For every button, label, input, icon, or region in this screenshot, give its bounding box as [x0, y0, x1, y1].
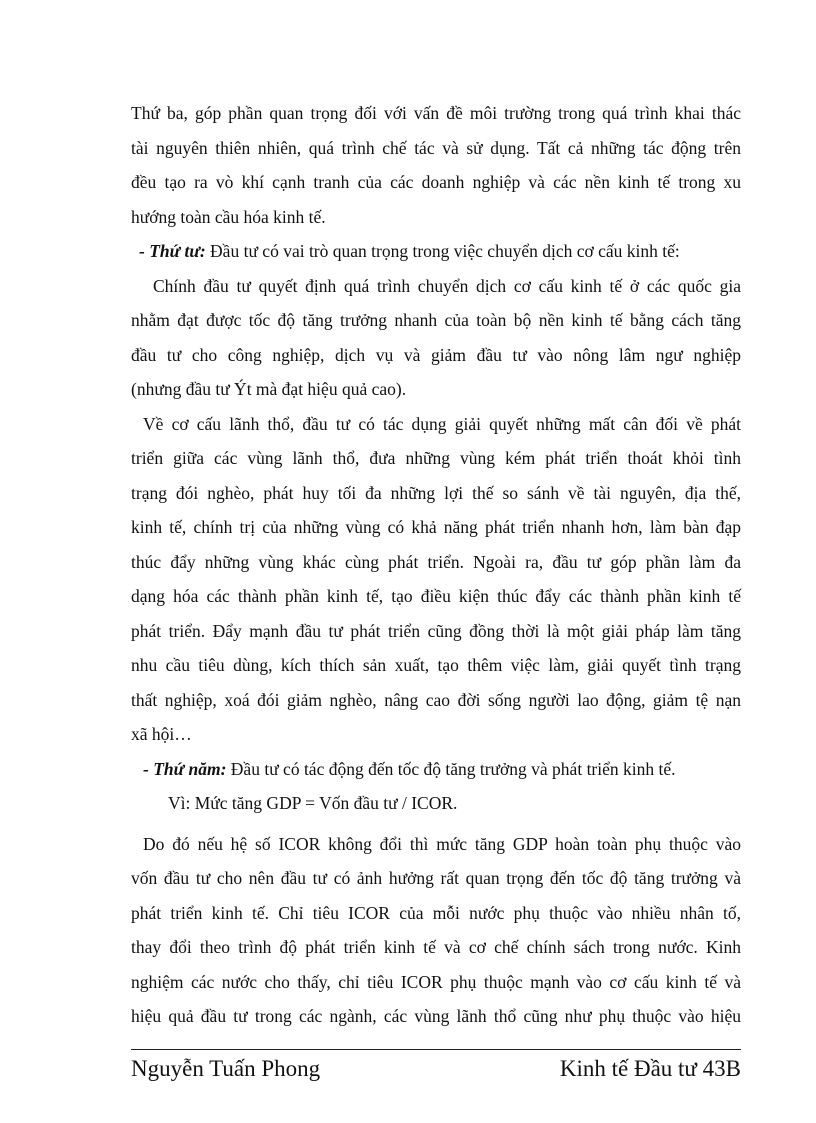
- footer-divider: [131, 1049, 741, 1050]
- text-line: Chính đầu tư quyết định quá trình chuyển dịch cơ cấu kinh tế ở các quốc gia: [153, 275, 741, 296]
- heading-label: - Thứ năm:: [143, 758, 227, 779]
- text-line: dạng hóa các thành phần kinh tế, tạo điều kiện thúc đẩy các thành phần kinh tế: [131, 586, 741, 606]
- heading-thu-tu: [131, 234, 741, 269]
- text-line: Thứ ba, góp phần quan trọng đối với vấn đề môi trường trong quá trình khai thác: [131, 103, 741, 123]
- text-line: xã hội…: [131, 724, 192, 744]
- heading-text: Đầu tư có vai trò quan trọng trong việc chuyển dịch cơ cấu kinh tế:: [205, 241, 680, 261]
- text-line: kinh tế, chính trị của những vùng có khả năng phát triển nhanh hơn, làm bàn đạp: [131, 517, 741, 537]
- text-line: triển giữa các vùng lãnh thổ, đưa những vùng kém phát triển thoát khỏi tình: [131, 448, 741, 468]
- heading-text: Đầu tư có tác động đến tốc độ tăng trưởng và phát triển kinh tế.: [226, 758, 676, 779]
- heading-thu-nam: [131, 752, 741, 787]
- page-footer: [131, 1052, 741, 1086]
- text-line: phát triển. Đẩy mạnh đầu tư phát triển cũng đồng thời là một giải pháp làm tăng: [131, 620, 741, 641]
- text-line: đầu tư cho công nghiệp, dịch vụ và giảm đầu tư vào nông lâm ngư nghiệp: [131, 344, 741, 365]
- heading-label: - Thứ tư:: [139, 241, 206, 261]
- text-line: Về cơ cấu lãnh thổ, đầu tư có tác dụng giải quyết những mất cân đối về phát: [143, 413, 741, 434]
- text-line: Do đó nếu hệ số ICOR không đổi thì mức tăng GDP hoàn toàn phụ thuộc vào: [143, 833, 741, 854]
- formula-line: Vì: Mức tăng GDP = Vốn đầu tư / ICOR.: [168, 793, 458, 813]
- paragraph-co-cau-lanh-tho: [131, 407, 741, 752]
- paragraph-icor: [131, 827, 741, 1034]
- text-line: thay đổi theo trình độ phát triển kinh tế và cơ chế chính sách trong nước. Kinh: [131, 937, 741, 957]
- text-line: trạng đói nghèo, phát huy tối đa những lợi thế so sánh về tài nguyên, địa thế,: [131, 482, 741, 503]
- text-line: (nhưng đầu tư Ýt mà đạt hiệu quả cao).: [131, 379, 407, 399]
- text-line: tài nguyên thiên nhiên, quá trình chế tác và sử dụng. Tất cả những tác động trên: [131, 137, 741, 158]
- paragraph-chuyen-dich: [131, 269, 741, 407]
- paragraph-thu-ba: [131, 96, 741, 234]
- text-line: thất nghiệp, xoá đói giảm nghèo, nâng cao đời sống người lao động, giảm tệ nạn: [131, 689, 741, 710]
- text-line: đều tạo ra vò khí cạnh tranh của các doanh nghiệp và các nền kinh tế trong xu: [131, 172, 741, 192]
- text-line: vốn đầu tư cho nên đầu tư có ảnh hưởng rất quan trọng đến tốc độ tăng trưởng và: [131, 868, 741, 888]
- text-line: nhu cầu tiêu dùng, kích thích sản xuất, tạo thêm việc làm, giải quyết tình trạng: [131, 655, 741, 675]
- text-line: phát triển kinh tế. Chỉ tiêu ICOR của mỗi nước phụ thuộc vào nhiều nhân tố,: [131, 902, 741, 923]
- text-line: hiệu quả đầu tư trong các ngành, các vùng lãnh thổ cũng như phụ thuộc vào hiệu: [131, 1006, 741, 1026]
- footer-author: Nguyễn Tuấn Phong: [131, 1056, 321, 1081]
- text-line: thúc đẩy những vùng khác cùng phát triển. Ngoài ra, đầu tư góp phần làm đa: [131, 551, 741, 572]
- document-body: [131, 96, 741, 1034]
- text-line: nhằm đạt được tốc độ tăng trưởng nhanh của toàn bộ nền kinh tế bằng cách tăng: [131, 310, 741, 330]
- footer-course: Kinh tế Đầu tư 43B: [559, 1056, 741, 1081]
- text-line: hướng toàn cầu hóa kinh tế.: [131, 206, 326, 227]
- text-line: nghiệm các nước cho thấy, chỉ tiêu ICOR phụ thuộc mạnh vào cơ cấu kinh tế và: [131, 971, 741, 992]
